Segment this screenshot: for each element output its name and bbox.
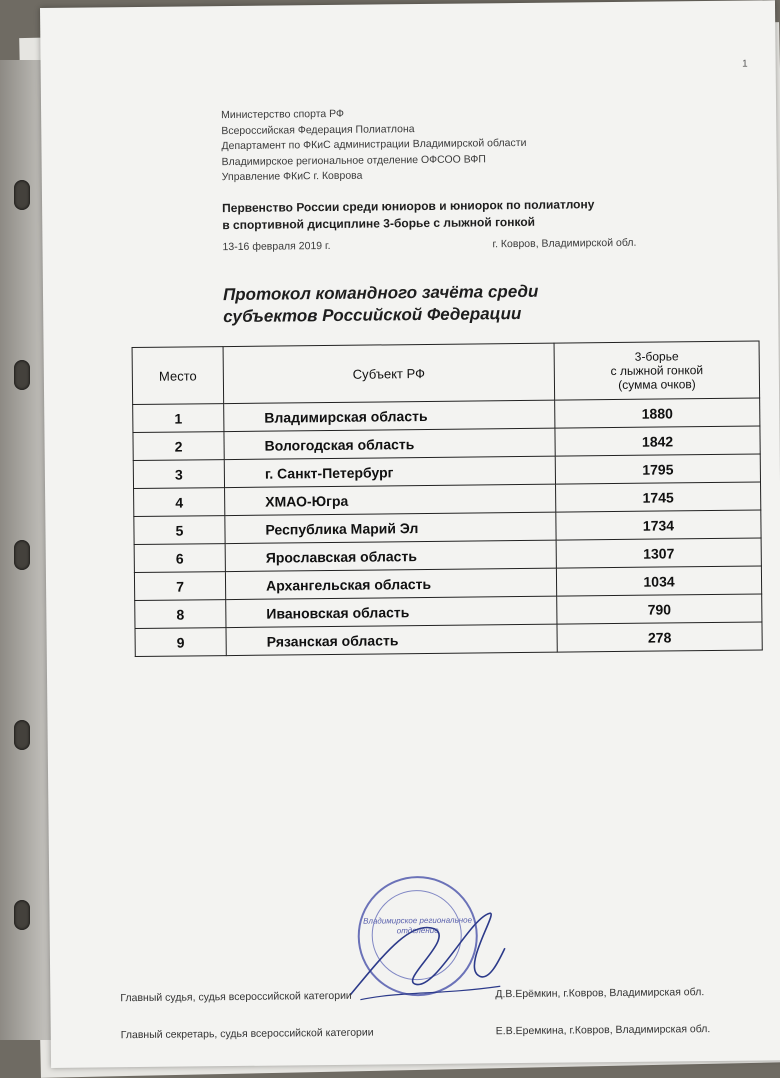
event-dates: 13-16 февраля 2019 г. bbox=[222, 239, 331, 254]
document-title-line: Протокол командного зачёта среди bbox=[222, 281, 539, 305]
punch-hole bbox=[14, 900, 30, 930]
official-role: Главный секретарь, судья всероссийской категории bbox=[120, 1026, 374, 1042]
punch-hole bbox=[14, 180, 30, 210]
table-row bbox=[135, 622, 762, 657]
official-name: Д.В.Ерёмкин, г.Ковров, Владимирская обл. bbox=[495, 986, 705, 1001]
cell-subject: Рязанская область bbox=[226, 624, 557, 655]
cell-subject: ХМАО-Югра bbox=[225, 484, 556, 515]
cell-place: 5 bbox=[134, 516, 225, 545]
cell-score: 1795 bbox=[555, 454, 760, 484]
cell-place: 1 bbox=[133, 404, 224, 433]
cell-subject: Республика Марий Эл bbox=[225, 512, 556, 543]
header-place: Место bbox=[132, 347, 224, 405]
organization-line: Управление ФКиС г. Коврова bbox=[221, 169, 363, 184]
protocol-page bbox=[40, 0, 780, 1068]
cell-score: 790 bbox=[557, 594, 762, 624]
cell-place: 2 bbox=[133, 432, 224, 461]
header-subject: Субъект РФ bbox=[223, 343, 555, 403]
organization-line: Министерство спорта РФ bbox=[221, 107, 345, 122]
cell-score: 1880 bbox=[555, 398, 760, 428]
organization-line: Департамент по ФКиС администрации Владимирской области bbox=[221, 136, 527, 153]
cell-subject: г. Санкт-Петербург bbox=[224, 456, 555, 487]
cell-score: 1307 bbox=[556, 538, 761, 568]
cell-subject: Ивановская область bbox=[226, 596, 557, 627]
cell-subject: Архангельская область bbox=[225, 568, 556, 599]
table-header-row bbox=[132, 341, 760, 405]
cell-place: 8 bbox=[135, 600, 226, 629]
event-title bbox=[222, 196, 595, 234]
header-score bbox=[554, 341, 760, 400]
stamp-text: Владимирское региональное отделение bbox=[363, 915, 473, 936]
organization-line: Всероссийская Федерация Полиатлона bbox=[221, 122, 415, 137]
page-number: 1 bbox=[742, 58, 748, 70]
punch-hole bbox=[14, 540, 30, 570]
cell-score: 278 bbox=[557, 622, 762, 652]
official-name: Е.В.Еремкина, г.Ковров, Владимирская обл. bbox=[495, 1023, 711, 1038]
event-title-line: в спортивной дисциплине 3-борье с лыжной гонкой bbox=[222, 214, 536, 233]
cell-place: 6 bbox=[134, 544, 225, 573]
cell-subject: Вологодская область bbox=[224, 428, 555, 459]
event-location: г. Ковров, Владимирской обл. bbox=[492, 236, 637, 251]
organization-line: Владимирское региональное отделение ОФСОО ВФП bbox=[221, 152, 486, 168]
cell-subject: Ярославская область bbox=[225, 540, 556, 571]
organizations-block bbox=[221, 105, 527, 186]
cell-place: 7 bbox=[134, 572, 225, 601]
event-title-line: Первенство России среди юниоров и юниорок по полиатлону bbox=[222, 197, 595, 216]
document-title bbox=[223, 281, 539, 328]
cell-score: 1734 bbox=[556, 510, 761, 540]
document-title-line: субъектов Российской Федерации bbox=[223, 303, 522, 327]
cell-score: 1842 bbox=[555, 426, 760, 456]
cell-place: 3 bbox=[133, 460, 224, 489]
punch-hole bbox=[14, 720, 30, 750]
header-score-line: 3-борье bbox=[634, 349, 679, 364]
official-chief-secretary bbox=[121, 1023, 761, 1042]
header-score-line: (сумма очков) bbox=[618, 377, 696, 392]
cell-score: 1745 bbox=[556, 482, 761, 512]
header-score-line: с лыжной гонкой bbox=[610, 363, 704, 379]
cell-score: 1034 bbox=[556, 566, 761, 596]
official-role: Главный судья, судья всероссийской категории bbox=[120, 989, 352, 1005]
cell-place: 4 bbox=[134, 488, 225, 517]
results-table bbox=[132, 340, 763, 657]
cell-subject: Владимирская область bbox=[224, 400, 555, 431]
cell-place: 9 bbox=[135, 628, 226, 657]
punch-hole bbox=[14, 360, 30, 390]
